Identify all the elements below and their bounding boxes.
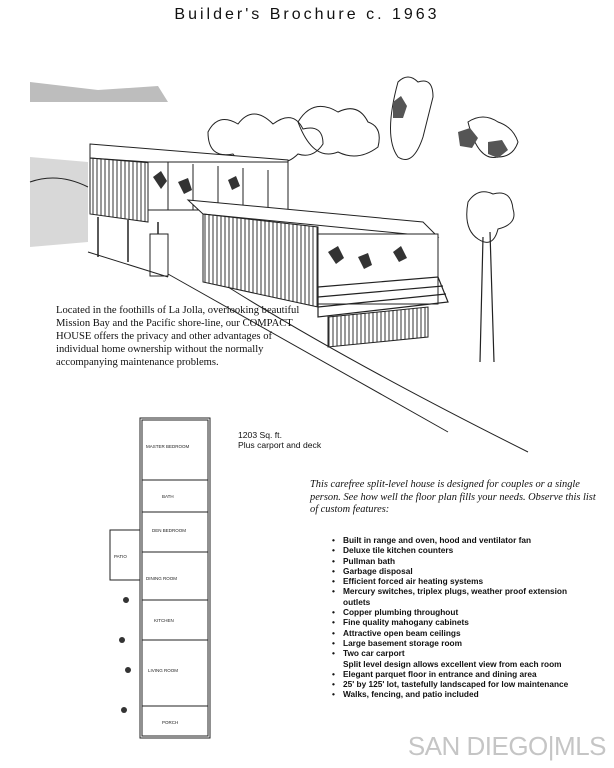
- feature-item: • Fine quality mahogany cabinets: [332, 617, 592, 627]
- feature-item: • Walks, fencing, and patio included: [332, 689, 592, 699]
- feature-item: • Mercury switches, triplex plugs, weather proof extension outlets: [332, 586, 592, 607]
- feature-item: • Built in range and oven, hood and ventilator fan: [332, 535, 592, 545]
- plan-dining: DINING ROOM: [146, 576, 177, 581]
- feature-item: • Efficient forced air heating systems: [332, 576, 592, 586]
- feature-item: • Garbage disposal: [332, 566, 592, 576]
- plan-kitchen: KITCHEN: [154, 618, 174, 623]
- floor-plan: [92, 410, 242, 755]
- feature-item: • Deluxe tile kitchen counters: [332, 545, 592, 555]
- feature-item: • Elegant parquet floor in entrance and dining area: [332, 669, 592, 679]
- size-line-2: Plus carport and deck: [238, 440, 322, 450]
- feature-item: • 25' by 125' lot, tastefully landscaped for low maintenance: [332, 679, 592, 689]
- feature-item: • Pullman bath: [332, 556, 592, 566]
- plan-porch: PORCH: [162, 720, 179, 725]
- house-illustration: [28, 62, 588, 462]
- feature-item: Split level design allows excellent view from each room: [343, 658, 562, 669]
- features-list: [332, 535, 592, 700]
- intro-paragraph: Located in the foothills of La Jolla, overlooking beautiful Mission Bay and the Pacific shore-line, our COMPACT HOUSE offers the privacy and other advantages of individual home ownership without the normally accompanying maintenance problems.: [56, 305, 300, 368]
- split-level-paragraph: This carefree split-level house is designed for couples or a single person. See how well the floor plan fills your needs. Observe this list of custom features:: [310, 479, 596, 515]
- plan-bath: BATH: [162, 494, 174, 499]
- feature-item: • Two car carport: [332, 648, 592, 658]
- plan-living: LIVING ROOM: [148, 668, 179, 673]
- plan-den: DEN BEDROOM: [152, 528, 187, 533]
- brochure-title: Builder's Brochure c. 1963: [174, 6, 440, 23]
- mls-watermark: SAN DIEGO|MLS: [407, 731, 606, 761]
- feature-item: • Copper plumbing throughout: [332, 607, 592, 617]
- plan-patio: PATIO: [114, 554, 127, 559]
- plan-master: MASTER BEDROOM: [146, 444, 190, 449]
- feature-item: • Attractive open beam ceilings: [332, 628, 592, 638]
- size-note: [238, 430, 321, 450]
- feature-item: • Large basement storage room: [332, 638, 592, 648]
- size-line-1: 1203 Sq. ft.: [238, 430, 282, 440]
